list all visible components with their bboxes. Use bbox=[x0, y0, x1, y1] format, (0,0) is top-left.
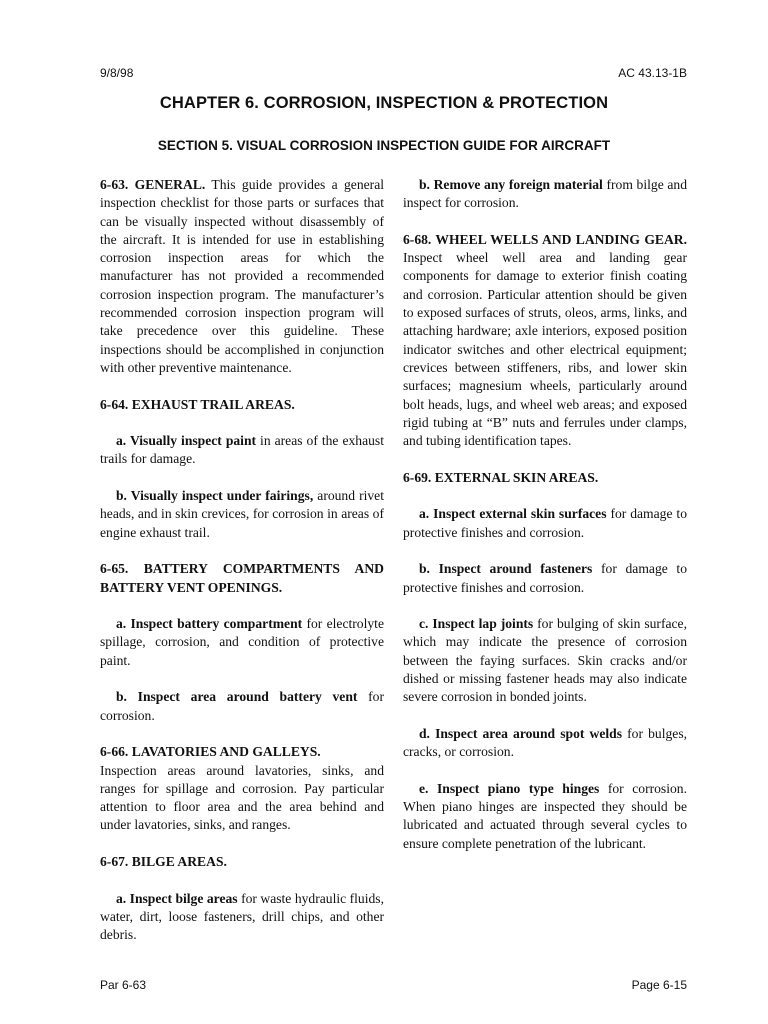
item-6-69-d: d. Inspect area around spot welds for bulges, cracks, or corrosion. bbox=[403, 725, 688, 760]
text-6-68: Inspect wheel well area and landing gear components for damage to exterior finish coating and corrosion. Particular attention should be given to exposed surfaces of struts, oleos, arms, links, and attaching hardware; axle interiors, exposed position indicator switches and other electrical equipment; crevices between stiffeners, ribs, and lower skin surfaces; magnesium wheels, particularly around bolt heads, lugs, and wheel web areas; and exposed rigid tubing at “B” nuts and ferrules under clamps, and tubing identification tapes. bbox=[403, 250, 687, 449]
heading-6-64: 6-64. EXHAUST TRAIL AREAS. bbox=[100, 396, 295, 412]
chapter-title: CHAPTER 6. CORROSION, INSPECTION & PROTECTION bbox=[159, 94, 609, 112]
item-6-69-e: e. Inspect piano type hinges for corrosion. When piano hinges are inspected they should be lubricated and actuated through several cycles to ensure complete penetration of the lubricant. bbox=[403, 780, 687, 851]
item-6-64-b: b. Visually inspect under fairings, around rivet heads, and in skin crevices, for corrosion in areas of engine exhaust trail. bbox=[100, 488, 384, 540]
heading-6-69: 6-69. EXTERNAL SKIN AREAS. bbox=[403, 469, 599, 485]
header-doc-id: AC 43.13-1B bbox=[618, 66, 687, 80]
heading-6-63: 6-63. GENERAL. bbox=[100, 177, 206, 192]
item-6-67-b: b. Remove any foreign material from bilge and inspect for corrosion. bbox=[403, 177, 688, 211]
left-column bbox=[100, 176, 384, 963]
footer-page-number: Page 6-15 bbox=[631, 978, 687, 992]
heading-6-68: 6-68. WHEEL WELLS AND LANDING GEAR. bbox=[403, 231, 687, 247]
right-column bbox=[403, 176, 687, 871]
item-6-65-b: b. Inspect area around battery vent for corrosion. bbox=[100, 689, 384, 723]
footer-paragraph-ref: Par 6-63 bbox=[100, 978, 147, 992]
item-6-64-a: a. Visually inspect paint in areas of the exhaust trails for damage. bbox=[100, 433, 384, 467]
heading-6-65: 6-65. BATTERY COMPARTMENTS AND BATTERY VENT OPENINGS. bbox=[100, 561, 384, 595]
header-date: 9/8/98 bbox=[100, 66, 134, 80]
item-6-69-b: b. Inspect around fasteners for damage to protective finishes and corrosion. bbox=[403, 561, 687, 595]
heading-6-67: 6-67. BILGE AREAS. bbox=[100, 853, 227, 869]
section-title: SECTION 5. VISUAL CORROSION INSPECTION GUIDE FOR AIRCRAFT bbox=[157, 138, 611, 153]
paragraph-6-63 bbox=[100, 176, 384, 377]
heading-6-66: 6-66. LAVATORIES AND GALLEYS. bbox=[100, 744, 321, 760]
item-6-69-a: a. Inspect external skin surfaces for damage to protective finishes and corrosion. bbox=[403, 506, 687, 540]
text-6-63: This guide provides a general inspection checklist for those parts or surfaces that can be visually inspected without disassembly of the aircraft. It is intended for use in establishing corrosion inspection areas for which the manufacturer has not provided a recommended corrosion inspection program. The manufacturer’s recommended corrosion inspection program will take precedence over this guideline. These inspections should be accomplished in conjunction with other preventive maintenance. bbox=[100, 177, 385, 375]
item-6-69-c: c. Inspect lap joints for bulging of skin surface, which may indicate the presence of corrosion between the faying surfaces. Skin cracks and/or dished or missing fastener heads may also indicate severe corrosion in bonded joints. bbox=[403, 616, 687, 705]
paragraph-6-68 bbox=[403, 231, 687, 451]
text-6-66: Inspection areas around lavatories, sinks, and ranges for spillage and corrosion. Pay particular attention to floor area and the area behind and under lavatories, sinks, and ranges. bbox=[100, 762, 384, 833]
item-6-67-a: a. Inspect bilge areas for waste hydraulic fluids, water, dirt, loose fasteners, drill chips, and other debris. bbox=[100, 890, 384, 943]
item-6-65-a: a. Inspect battery compartment for electrolyte spillage, corrosion, and condition of protective paint. bbox=[100, 616, 384, 668]
